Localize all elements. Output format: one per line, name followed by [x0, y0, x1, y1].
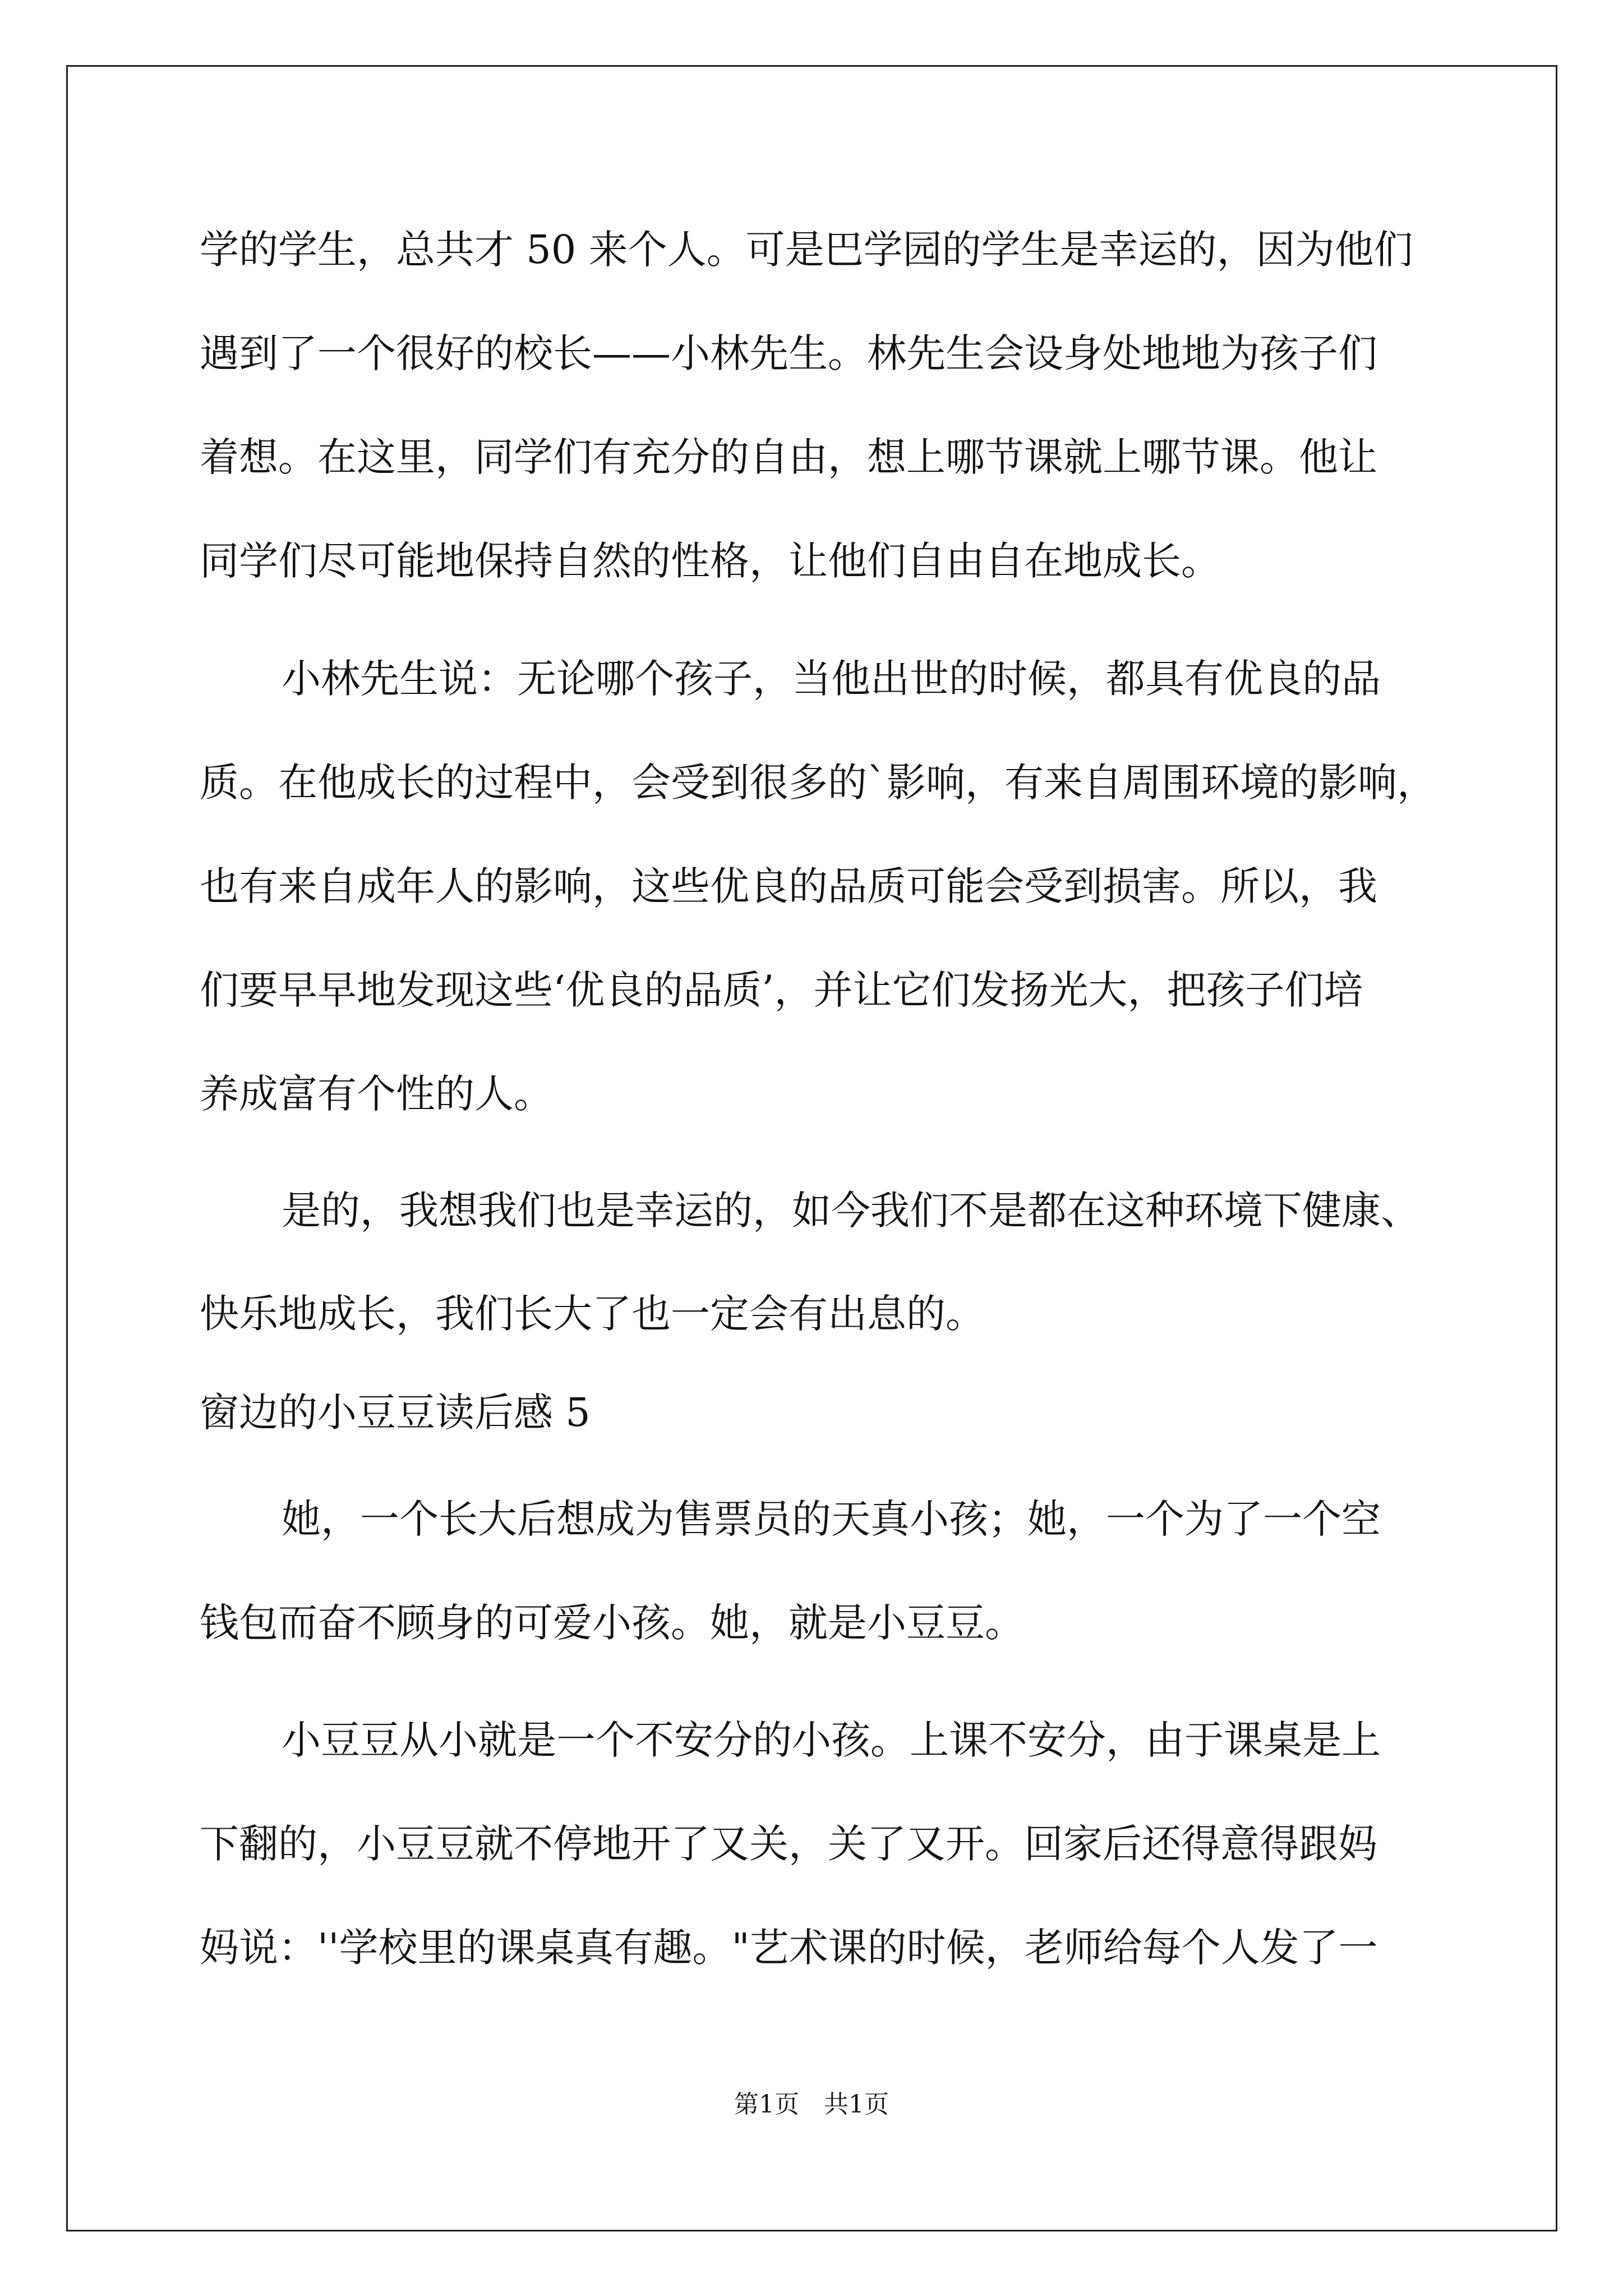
page-number-footer: 第1页 共1页 [734, 2090, 889, 2119]
paragraph-first-line: 是的，我想我们也是幸运的，如今我们不是都在这种环境下健康、 [282, 1188, 1420, 1234]
page-border [66, 65, 1557, 2231]
body-text-line: 钱包而奋不顾身的可爱小孩。她，就是小豆豆。 [200, 1600, 1024, 1646]
body-text-line: 们要早早地发现这些‘优良的品质’，并让它们发扬光大，把孩子们培 [200, 967, 1363, 1013]
body-text-line: 快乐地成长，我们长大了也一定会有出息的。 [200, 1291, 985, 1337]
body-text-line: 妈说：''学校里的课桌真有趣。"艺术课的时候，老师给每个人发了一 [200, 1925, 1378, 1971]
paragraph-first-line: 她，一个长大后想成为售票员的天真小孩；她，一个为了一个空 [282, 1496, 1381, 1542]
body-text-line: 质。在他成长的过程中，会受到很多的`影响，有来自周围环境的影响， [200, 760, 1436, 806]
section-heading: 窗边的小豆豆读后感 5 [200, 1389, 591, 1435]
paragraph-first-line: 小豆豆从小就是一个不安分的小孩。上课不安分，由于课桌是上 [282, 1717, 1381, 1763]
body-text-line: 也有来自成年人的影响，这些优良的品质可能会受到损害。所以，我 [200, 863, 1377, 909]
body-text-line: 同学们尽可能地保持自然的性格，让他们自由自在地成长。 [200, 538, 1220, 584]
body-text-line: 养成富有个性的人。 [200, 1071, 553, 1117]
body-text-line: 着想。在这里，同学们有充分的自由，想上哪节课就上哪节课。他让 [200, 434, 1377, 480]
body-text-line: 下翻的，小豆豆就不停地开了又关，关了又开。回家后还得意得跟妈 [200, 1821, 1377, 1867]
body-text-line: 遇到了一个很好的校长——小林先生。林先生会设身处地地为孩子们 [200, 330, 1377, 376]
body-text-line: 学的学生，总共才 50 来个人。可是巴学园的学生是幸运的，因为他们 [200, 227, 1413, 273]
paragraph-first-line: 小林先生说：无论哪个孩子，当他出世的时候，都具有优良的品 [282, 656, 1381, 702]
